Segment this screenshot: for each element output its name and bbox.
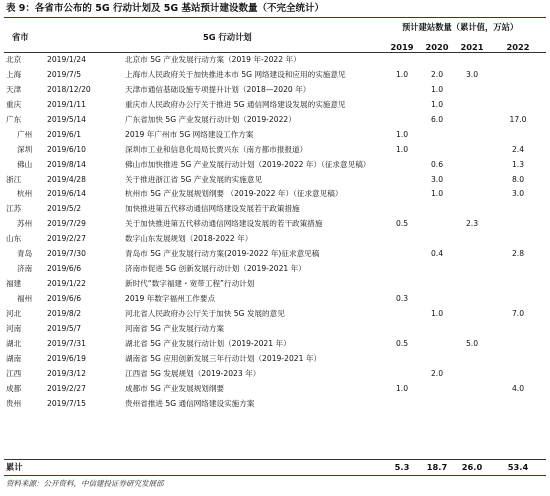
table-row [0,352,550,367]
date-cell: 2019/7/31 [47,338,86,348]
province-cell: 福州 [17,294,33,303]
date-cell: 2019/7/30 [47,249,86,259]
value-cell-2020: 1.0 [430,189,444,199]
header-year-2021: 2021 [460,42,484,52]
value-cell-2022: 7.0 [511,308,525,318]
value-cell-2020: 1.0 [430,308,444,318]
province-cell: 佛山 [17,159,33,169]
header-year-2020: 2020 [425,42,449,52]
province-cell: 福建 [6,279,22,289]
value-cell-2022: 3.0 [511,189,525,199]
value-cell-2022: 1.3 [511,159,525,169]
value-cell-2020: 3.0 [430,174,444,184]
top-rule [4,17,546,18]
table-row [0,187,550,202]
table-row [0,232,550,247]
plan-cell: 数字山东发展规划（2018-2022 年） [125,234,253,244]
total-row [0,460,550,474]
value-cell-2022: 8.0 [511,174,525,184]
province-cell: 湖南 [6,353,22,363]
plan-cell: 关于推进浙江省 5G 产业发展的实施意见 [125,174,263,184]
province-cell: 天津 [6,84,22,94]
table-row [0,98,550,113]
province-cell: 江西 [6,368,22,378]
total-2019: 5.3 [394,462,410,472]
date-cell: 2019/5/7 [47,323,82,333]
date-cell: 2019/2/27 [47,234,86,244]
plan-cell: 湖北省 5G 产业发展行动计划（2019-2021 年） [125,338,291,348]
table-row [0,382,550,397]
date-cell: 2019/7/15 [47,398,86,408]
plan-cell: 加快推进第五代移动通信网络建设发展若干政策措施 [125,204,300,214]
table-row [0,397,550,412]
source-note: 资料来源：公开资料，中信建投证券研究发展部 [6,479,164,488]
date-cell: 2019/7/5 [47,69,82,79]
date-cell: 2019/6/6 [47,264,82,274]
province-cell: 浙江 [6,174,22,184]
value-cell-2019: 0.5 [395,219,409,229]
date-cell: 2019/3/12 [47,368,86,378]
date-cell: 2019/7/29 [47,219,86,229]
header-year-2022: 2022 [506,42,530,52]
table-row [0,113,550,128]
province-cell: 山东 [6,234,22,244]
date-cell: 2019/6/6 [47,294,82,303]
plan-cell: 广东省加快 5G 产业发展行动计划（2019-2022） [125,114,296,124]
plan-cell: 北京市 5G 产业发展行动方案（2019 年-2022 年） [125,55,301,64]
table-row [0,143,550,158]
plan-cell: 成都市 5G 产业发展规划纲要 [125,383,225,393]
date-cell: 2019/8/14 [47,159,86,169]
province-cell: 重庆 [6,99,22,109]
table-row [0,292,550,307]
province-cell: 江苏 [6,204,22,214]
table-row [0,173,550,188]
table-row [0,337,550,352]
province-cell: 广州 [17,129,33,139]
province-cell: 杭州 [17,189,33,199]
plan-cell: 佛山市加快推进 5G 产业发展行动计划（2019-2022 年）（征求意见稿） [125,159,371,169]
province-cell: 湖北 [6,338,22,348]
plan-cell: 2019 年广州市 5G 网络建设工作方案 [125,129,254,139]
date-cell: 2019/1/22 [47,279,86,289]
value-cell-2019: 1.0 [395,144,409,154]
value-cell-2020: 2.0 [430,368,444,378]
total-2022: 53.4 [507,462,529,472]
table-row [0,247,550,262]
table-row [0,158,550,173]
table-row [0,262,550,277]
total-label: 累计 [6,462,23,472]
date-cell: 2019/5/14 [47,114,86,124]
table-row [0,277,550,292]
table-row [0,53,550,68]
value-cell-2021: 2.3 [465,219,479,229]
date-cell: 2019/4/28 [47,174,86,184]
table-row [0,128,550,143]
plan-cell: 新时代“数字福建・宽带工程”行动计划 [125,279,255,289]
province-cell: 青岛 [17,249,33,259]
plan-cell: 河北省人民政府办公厅关于加快 5G 发展的意见 [125,308,285,318]
value-cell-2019: 0.3 [395,294,409,303]
value-cell-2020: 1.0 [430,99,444,109]
value-cell-2019: 1.0 [395,69,409,79]
date-cell: 2019/6/10 [47,144,86,154]
header-forecast: 预计建站数量（累计值，万站） [402,22,519,32]
table-row [0,217,550,232]
table-row [0,83,550,98]
province-cell: 北京 [6,55,22,64]
value-cell-2020: 0.4 [430,249,444,259]
plan-cell: 江西省 5G 发展规划（2019-2023 年） [125,368,261,378]
value-cell-2021: 5.0 [465,338,479,348]
province-cell: 济南 [17,264,33,274]
plan-cell: 河南省 5G 产业发展行动方案 [125,323,225,333]
total-2020: 18.7 [426,462,448,472]
header-province: 省市 [12,32,29,42]
province-cell: 成都 [6,383,22,393]
plan-cell: 2019 年数字福州工作要点 [125,294,216,303]
value-cell-2019: 1.0 [395,129,409,139]
plan-cell: 重庆市人民政府办公厅关于推进 5G 通信网络建设发展的实施意见 [125,99,346,109]
total-2021: 26.0 [461,462,483,472]
bottom-rule [4,475,546,476]
table-row [0,307,550,322]
plan-cell: 青岛市 5G 产业发展行动方案(2019-2022 年)征求意见稿 [125,249,320,259]
value-cell-2022: 2.4 [511,144,525,154]
value-cell-2019: 1.0 [395,383,409,393]
date-cell: 2019/5/2 [47,204,82,214]
table-row [0,202,550,217]
plan-cell: 贵州省推进 5G 通信网络建设实施方案 [125,398,255,408]
plan-cell: 上海市人民政府关于加快推进本市 5G 网络建设和应用的实施意见 [125,69,346,79]
province-cell: 深圳 [17,144,33,154]
province-cell: 贵州 [6,398,22,408]
date-cell: 2019/1/24 [47,55,86,64]
value-cell-2020: 0.6 [430,159,444,169]
date-cell: 2019/2/27 [47,383,86,393]
table-title: 表 9：各省市公布的 5G 行动计划及 5G 基站预计建设数量（不完全统计） [6,3,324,14]
plan-cell: 济南市促进 5G 创新发展行动计划（2019-2021 年） [125,264,306,274]
province-cell: 河北 [6,308,22,318]
header-plan: 5G 行动计划 [203,32,252,42]
date-cell: 2018/12/20 [47,84,91,94]
value-cell-2021: 3.0 [465,69,479,79]
plan-cell: 关于加快推进第五代移动通信网络建设发展的若干政策措施 [125,219,323,229]
header-year-2019: 2019 [390,42,414,52]
table-row [0,68,550,83]
value-cell-2022: 4.0 [511,383,525,393]
plan-cell: 天津市通信基础设施专项提升计划（2018—2020 年） [125,84,311,94]
province-cell: 河南 [6,323,22,333]
date-cell: 2019/8/2 [47,308,82,318]
value-cell-2022: 2.8 [511,249,525,259]
province-cell: 广东 [6,114,22,124]
value-cell-2019: 0.5 [395,338,409,348]
value-cell-2020: 6.0 [430,114,444,124]
table-row [0,367,550,382]
date-cell: 2019/6/14 [47,189,86,199]
value-cell-2022: 17.0 [509,114,527,124]
table-body [0,53,550,412]
plan-cell: 深圳市工业和信息化局局长贾兴东（南方都市报报道） [125,144,308,154]
province-cell: 苏州 [17,219,33,229]
value-cell-2020: 2.0 [430,69,444,79]
date-cell: 2019/6/1 [47,129,82,139]
plan-cell: 杭州市 5G 产业发展规划纲要 （2019-2022 年）（征求意见稿） [125,189,343,199]
date-cell: 2019/1/11 [47,99,86,109]
province-cell: 上海 [6,69,22,79]
table-row [0,322,550,337]
plan-cell: 湖南省 5G 应用创新发展三年行动计划（2019-2021 年） [125,353,322,363]
date-cell: 2019/6/19 [47,353,86,363]
value-cell-2020: 1.0 [430,84,444,94]
